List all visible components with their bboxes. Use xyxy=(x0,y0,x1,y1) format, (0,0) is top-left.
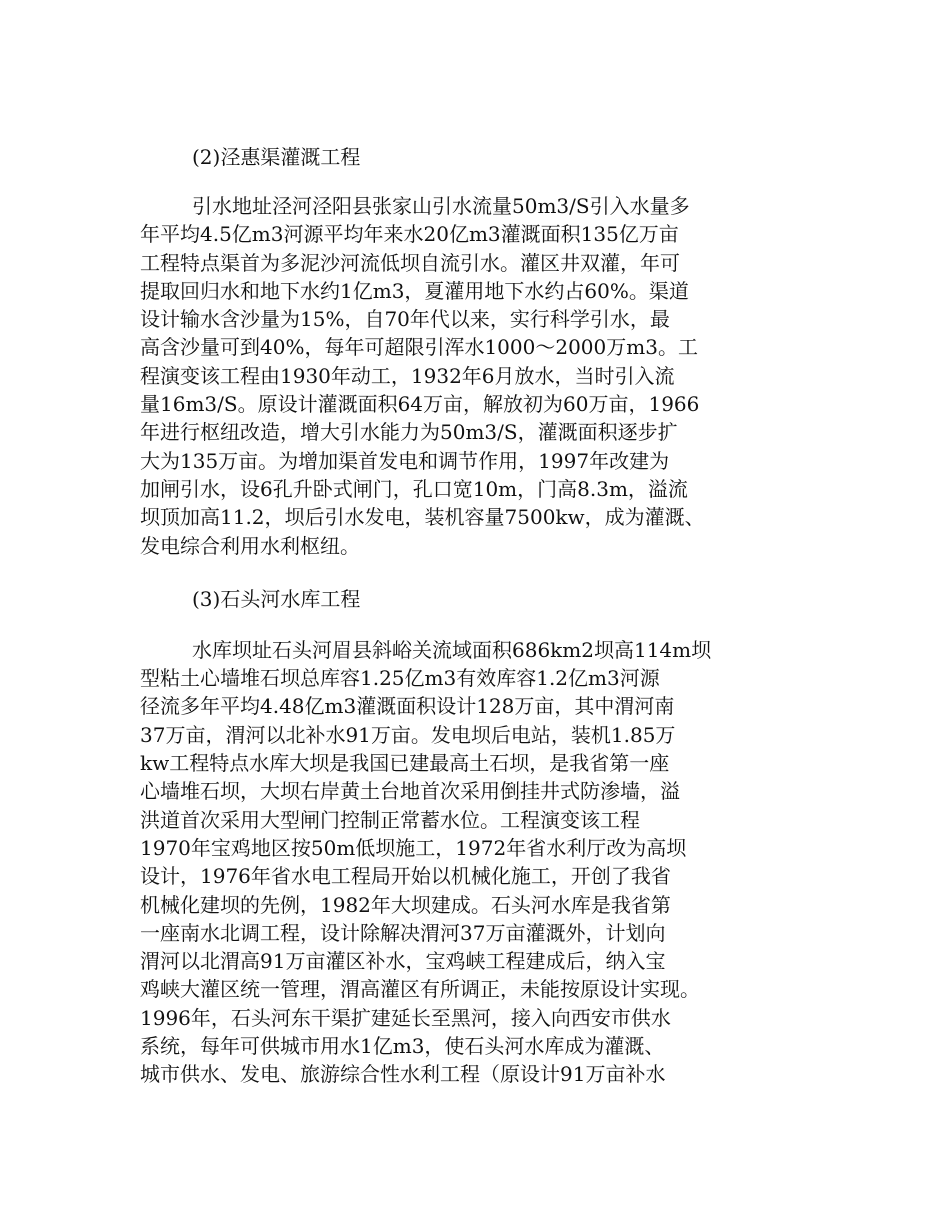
text-line: 引水地址泾河泾阳县张家山引水流量50m3/S引入水量多 xyxy=(192,194,690,218)
paragraph-shitou-reservoir xyxy=(140,636,805,1089)
text-line: 设计，1976年省水电工程局开始以机械化施工，开创了我省 xyxy=(140,864,671,889)
document-page xyxy=(140,128,805,1089)
text-line: 高含沙量可到40%，每年可超限引浑水1000～2000万m3。工 xyxy=(140,335,698,360)
text-line: 37万亩，渭河以北补水91万亩。发电坝后电站，装机1.85万 xyxy=(140,722,676,747)
text-line: 坝顶加高11.2，坝后引水发电，装机容量7500kw，成为灌溉、 xyxy=(140,505,705,530)
text-line: 1970年宝鸡地区按50m低坝施工，1972年省水利厅改为高坝 xyxy=(140,835,687,860)
text-line: 一座南水北调工程，设计除解决渭河37万亩灌溉外，计划向 xyxy=(140,920,666,945)
text-line: 量16m3/S。原设计灌溉面积64万亩，解放初为60万亩，1966 xyxy=(140,392,700,417)
text-line: 径流多年平均4.48亿m3灌溉面积设计128万亩，其中渭河南 xyxy=(140,694,675,719)
text-line: 年进行枢纽改造，增大引水能力为50m3/S，灌溉面积逐步扩 xyxy=(140,420,678,445)
text-line: 洪道首次采用大型闸门控制正常蓄水位。工程演变该工程 xyxy=(140,807,640,832)
text-line: 程演变该工程由1930年动工，1932年6月放水，当时引入流 xyxy=(140,363,675,388)
section-heading-jinghui-canal: (2)泾惠渠灌溉工程 xyxy=(192,145,361,169)
section-heading-shitou-reservoir: (3)石头河水库工程 xyxy=(192,586,361,611)
text-line: 型粘土心墙堆石坝总库容1.25亿m3有效库容1.2亿m3河源 xyxy=(140,666,660,691)
text-line: 发电综合利用水利枢纽。 xyxy=(140,533,360,558)
text-line: 年平均4.5亿m3河源平均年来水20亿m3灌溉面积135亿万亩 xyxy=(140,222,679,247)
text-line: 提取回归水和地下水约1亿m3，夏灌用地下水约占60%。渠道 xyxy=(140,278,689,303)
text-line: 1996年，石头河东干渠扩建延长至黑河，接入向西安市供水 xyxy=(140,1005,671,1030)
text-line: 加闸引水，设6孔升卧式闸门，孔口宽10m，门高8.3m，溢流 xyxy=(140,476,688,501)
text-line: 机械化建坝的先例，1982年大坝建成。石头河水库是我省第 xyxy=(140,892,671,917)
text-line: 大为135万亩。为增加渠首发电和调节作用，1997年改建为 xyxy=(140,448,670,473)
paragraph-jinghui-canal xyxy=(140,192,805,560)
text-line: 系统，每年可供城市用水1亿m3，使石头河水库成为灌溉、 xyxy=(140,1034,665,1059)
text-line: 设计输水含沙量为15%，自70年代以来，实行科学引水，最 xyxy=(140,307,670,332)
text-line: 工程特点渠首为多泥沙河流低坝自流引水。灌区井双灌，年可 xyxy=(140,250,680,275)
text-line: 心墙堆石坝，大坝右岸黄土台地首次采用倒挂井式防渗墙，溢 xyxy=(140,779,680,804)
text-line: 渭河以北渭高91万亩灌区补水，宝鸡峡工程建成后，纳入宝 xyxy=(140,949,666,974)
text-line: 水库坝址石头河眉县斜峪关流域面积686km2坝高114m坝 xyxy=(192,637,712,662)
text-line: 城市供水、发电、旅游综合性水利工程（原设计91万亩补水 xyxy=(140,1062,666,1087)
text-line: 鸡峡大灌区统一管理，渭高灌区有所调正，未能按原设计实现。 xyxy=(140,977,700,1002)
text-line: kw工程特点水库大坝是我国已建最高土石坝，是我省第一座 xyxy=(140,751,670,776)
